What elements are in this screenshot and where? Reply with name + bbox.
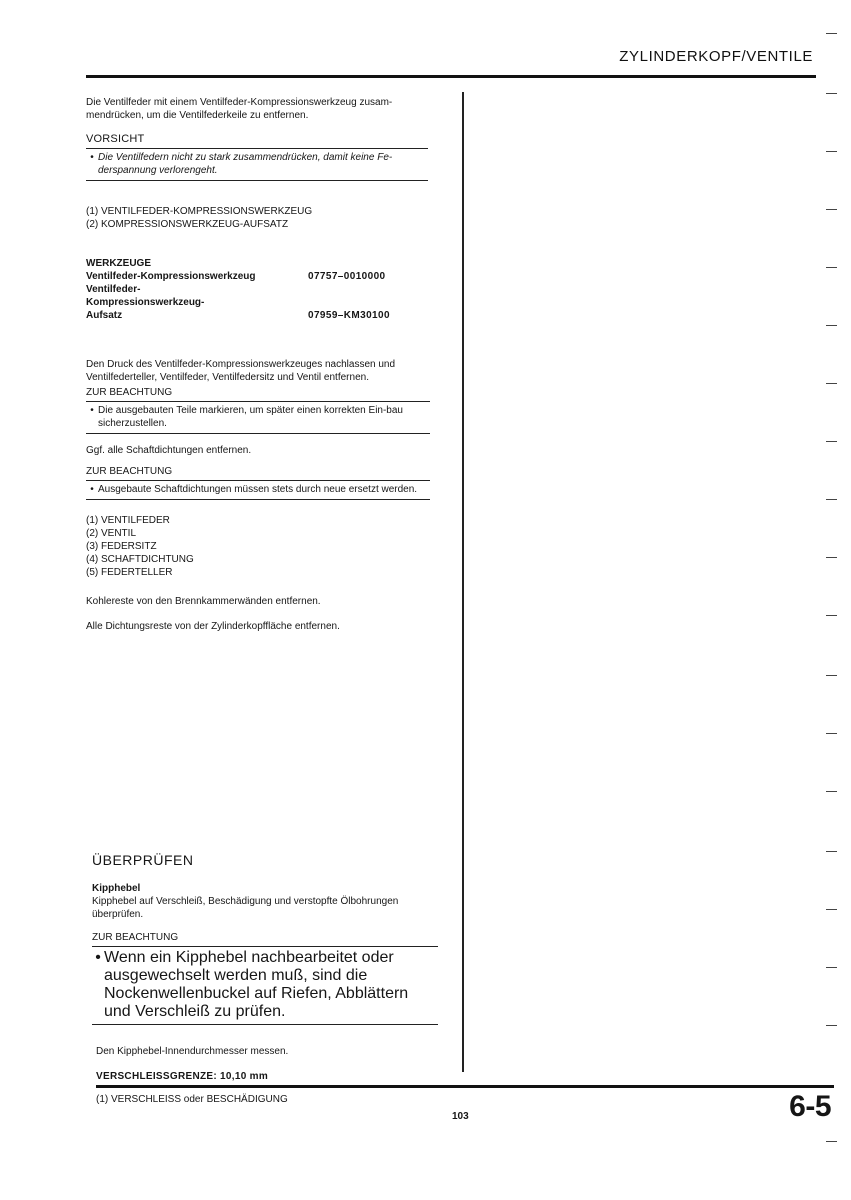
margin-mark <box>826 93 837 94</box>
part-label-4: (4) SCHAFTDICHTUNG <box>86 554 194 565</box>
beachtung1-box <box>86 401 430 434</box>
tool-name: Ventilfeder-Kompressionswerkzeug-Aufsatz <box>86 284 205 321</box>
part-label-1: (1) VENTILFEDER <box>86 515 170 526</box>
beachtung1-title: ZUR BEACHTUNG <box>86 387 173 398</box>
page-reference: 6-5 <box>789 1090 831 1123</box>
vorsicht-title: VORSICHT <box>86 133 145 145</box>
werkzeuge-block <box>86 257 446 322</box>
vorsicht-item: Die Ventilfedern nicht zu stark zusammendrücken, damit keine Fe-derspannung verlorengeht. <box>98 152 393 176</box>
margin-mark <box>826 151 837 152</box>
margin-mark <box>826 33 837 34</box>
margin-mark <box>826 909 837 910</box>
kohle-text: Kohlereste von den Brennkammerwänden entfernen. <box>86 596 321 607</box>
ueber-beachtung-box <box>92 946 438 1025</box>
margin-mark <box>826 383 837 384</box>
margin-mark <box>826 441 837 442</box>
ueber-beachtung-item: Wenn ein Kipphebel nachbearbeitet oder ausgewechselt werden muß, sind die Nockenwellenbuckel auf Riefen, Abblättern und Verschleiß zu prüfen. <box>104 949 409 1020</box>
tool-row <box>86 270 446 283</box>
druck-text: Den Druck des Ventilfeder-Kompressionswerkzeuges nachlassen und Ventilfederteller, Ventilfeder, Ventilfedersitz und Ventil entfernen. <box>86 359 396 383</box>
margin-mark <box>826 615 837 616</box>
tool-number: 07757–0010000 <box>308 271 386 282</box>
part-label-2: (2) VENTIL <box>86 528 137 539</box>
margin-mark <box>826 1025 837 1026</box>
bullet-icon: • <box>90 405 94 416</box>
bullet-icon: • <box>90 152 94 163</box>
beachtung2-title: ZUR BEACHTUNG <box>86 466 173 477</box>
header-rule <box>86 75 816 78</box>
part-label-5: (5) FEDERTELLER <box>86 567 173 578</box>
tool-label-2: (2) KOMPRESSIONSWERKZEUG-AUFSATZ <box>86 219 289 230</box>
margin-mark <box>826 209 837 210</box>
margin-mark <box>826 325 837 326</box>
margin-mark <box>826 557 837 558</box>
dichtung-text: Alle Dichtungsreste von der Zylinderkopffläche entfernen. <box>86 621 340 632</box>
page-number: 103 <box>452 1111 469 1122</box>
margin-mark <box>826 499 837 500</box>
column-divider <box>462 92 464 1072</box>
tool-label-1: (1) VENTILFEDER-KOMPRESSIONSWERKZEUG <box>86 206 313 217</box>
margin-mark <box>826 675 837 676</box>
schaft-text: Ggf. alle Schaftdichtungen entfernen. <box>86 445 252 456</box>
beachtung1-item: Die ausgebauten Teile markieren, um später einen korrekten Ein-bau sicherzustellen. <box>98 405 403 429</box>
werkzeuge-title: WERKZEUGE <box>86 258 151 269</box>
footer-rule <box>96 1085 834 1088</box>
ueberpruefen-heading: ÜBERPRÜFEN <box>92 852 194 868</box>
vorsicht-box <box>86 148 428 181</box>
kipphebel-text: Kipphebel auf Verschleiß, Beschädigung und verstopfte Ölbohrungen überprüfen. <box>92 896 399 920</box>
intro-text: Die Ventilfeder mit einem Ventilfeder-Kompressionswerkzeug zusam-mendrücken, um die Ventilfederkeile zu entfernen. <box>86 97 393 121</box>
margin-mark <box>826 1141 837 1142</box>
ueber-beachtung-title: ZUR BEACHTUNG <box>92 932 179 943</box>
margin-mark <box>826 851 837 852</box>
margin-mark <box>826 967 837 968</box>
bullet-icon: • <box>95 949 101 966</box>
verschleissgrenze: VERSCHLEISSGRENZE: 10,10 mm <box>96 1071 269 1082</box>
margin-mark <box>826 267 837 268</box>
beachtung2-item: Ausgebaute Schaftdichtungen müssen stets durch neue ersetzt werden. <box>98 484 418 495</box>
tool-name: Ventilfeder-Kompressionswerkzeug <box>86 271 256 282</box>
margin-mark <box>826 791 837 792</box>
part-label-3: (3) FEDERSITZ <box>86 541 157 552</box>
section-title: ZYLINDERKOPF/VENTILE <box>619 48 813 65</box>
margin-mark <box>826 733 837 734</box>
left-column <box>86 96 446 633</box>
tool-row <box>86 283 446 322</box>
kipphebel-subheading: Kipphebel <box>92 883 141 894</box>
ueberpruefen-section <box>92 852 444 1106</box>
bullet-icon: • <box>90 484 94 495</box>
beachtung2-box <box>86 480 430 500</box>
tool-number: 07959–KM30100 <box>308 310 390 321</box>
verschleiss-label: (1) VERSCHLEISS oder BESCHÄDIGUNG <box>96 1094 288 1105</box>
messen-text: Den Kipphebel-Innendurchmesser messen. <box>96 1046 289 1057</box>
